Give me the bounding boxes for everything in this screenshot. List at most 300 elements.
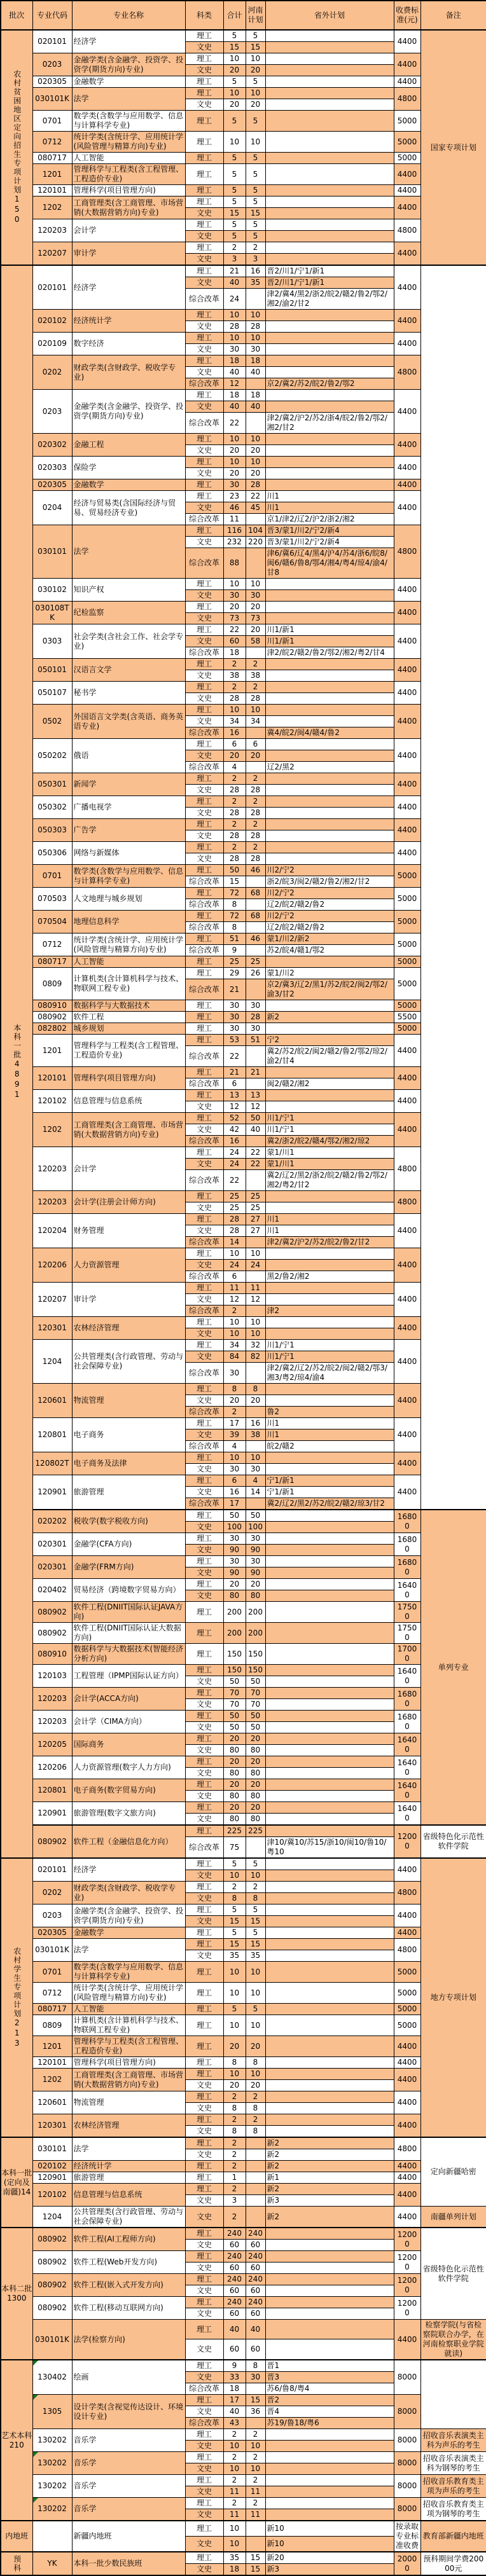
subject-type-cell: 综合改革 (185, 945, 223, 956)
header-cell-4: 合计 (223, 1, 246, 30)
subject-type-cell: 文史 (185, 1545, 223, 1556)
subject-type-cell: 文史 (185, 1791, 223, 1802)
total-cell: 50 (223, 1676, 246, 1688)
subject-type-cell: 文史 (185, 853, 223, 865)
total-cell: 15 (223, 1916, 246, 1927)
total-cell: 40 (223, 2320, 246, 2339)
fee-cell: 12000 (394, 1825, 420, 1858)
fee-cell: 4400 (394, 739, 420, 773)
out-province-plan-cell (265, 1882, 394, 1893)
total-cell: 34 (223, 1340, 246, 1351)
total-cell: 8 (223, 2103, 246, 2114)
major-code-cell: 0701 (32, 111, 72, 132)
henan-plan-cell: 32 (246, 1340, 265, 1351)
subject-type-cell: 理工 (185, 1756, 223, 1768)
subject-type-cell: 理工 (185, 2057, 223, 2069)
subject-type-cell: 文史 (185, 1294, 223, 1305)
subject-type-cell: 理工 (185, 333, 223, 344)
subject-type-cell: 理工 (185, 1283, 223, 1294)
major-name-cell: 人工智能 (72, 2004, 185, 2015)
fee-cell: 4400 (394, 265, 420, 310)
major-name-cell: 电子商务及法律 (72, 1452, 185, 1475)
subject-type-cell: 理工 (185, 88, 223, 99)
subject-type-cell: 文史 (185, 537, 223, 548)
out-province-plan-cell (265, 1000, 394, 1012)
major-name-cell: 贸易经济（跨境数字贸易方向） (72, 1579, 185, 1602)
subject-type-cell: 理工 (185, 164, 223, 185)
fee-cell: 5000 (394, 865, 420, 888)
major-name-cell: 软件工程(嵌入式开发方向) (72, 2274, 185, 2297)
subject-type-cell: 理工 (185, 111, 223, 132)
out-province-plan-cell (265, 705, 394, 716)
major-code-cell: 120901 (32, 2172, 72, 2184)
fee-cell: 8000 (394, 2360, 420, 2395)
henan-plan-cell: 15 (246, 1939, 265, 1950)
subject-type-cell: 综合改革 (185, 289, 223, 310)
major-code-cell: 080902 (32, 1012, 72, 1023)
major-code-cell: 080902 (32, 1623, 72, 1644)
major-code-cell: 120206 (32, 1756, 72, 1779)
total-cell: 5 (223, 153, 246, 164)
major-name-cell: 农林经济管理 (72, 2114, 185, 2138)
total-cell: 60 (223, 2308, 246, 2320)
henan-plan-cell: 225 (246, 1825, 265, 1837)
total-cell: 20 (223, 2080, 246, 2091)
subject-type-cell: 理工 (185, 2004, 223, 2015)
subject-type-cell: 文史 (185, 2126, 223, 2138)
total-cell: 2 (223, 2149, 246, 2161)
henan-plan-cell: 30 (246, 1556, 265, 1567)
subject-type-cell: 理工 (185, 796, 223, 808)
major-code-cell: 120102 (32, 2184, 72, 2207)
fee-cell: 4400 (394, 2184, 420, 2207)
henan-plan-cell: 10 (246, 2015, 265, 2036)
fee-cell: 4400 (394, 242, 420, 266)
out-province-plan-cell: 鲁2 (265, 1407, 394, 1418)
henan-plan-cell: 10 (246, 1317, 265, 1328)
subject-type-cell: 理工 (185, 1825, 223, 1837)
total-cell: 12 (223, 378, 246, 390)
major-name-cell: 财政学类(含财政学、税收学专业) (72, 355, 185, 390)
total-cell: 50 (223, 1722, 246, 1733)
major-code-cell: 120301 (32, 2114, 72, 2138)
henan-plan-cell: 12 (246, 1294, 265, 1305)
fee-cell: 4400 (394, 773, 420, 796)
henan-plan-cell: 240 (246, 2251, 265, 2263)
major-name-cell: 本科一批少数民族班 (72, 2552, 185, 2575)
major-name-cell: 软件工程(AI工程师方向) (72, 2228, 185, 2251)
total-cell: 5 (223, 76, 246, 88)
henan-plan-cell: 20 (246, 1779, 265, 1791)
henan-plan-cell: 10 (246, 1962, 265, 1983)
fee-cell: 16800 (394, 1556, 420, 1579)
batch-cell: 艺术本科210 (1, 2360, 32, 2521)
total-cell: 20 (223, 65, 246, 76)
out-province-plan-cell: 冀2/浙2/皖2/赣4/鄂2/湘2/琼2 (265, 1136, 394, 1147)
major-code-cell: 020101 (32, 30, 72, 53)
out-province-plan-cell: 川2/宁2 (265, 911, 394, 922)
major-code-cell: 1202 (32, 2069, 72, 2091)
major-name-cell: 数学类(含数学与应用数学、信息与计算科学专业) (72, 865, 185, 888)
henan-plan-cell: 28 (246, 693, 265, 705)
major-code-cell: 080902 (32, 2251, 72, 2274)
total-cell: 10 (223, 2463, 246, 2475)
total-cell: 40 (223, 2406, 246, 2418)
fee-cell: 4800 (394, 1939, 420, 1962)
total-cell: 8 (223, 922, 246, 933)
total-cell: 24 (223, 1159, 246, 1170)
out-province-plan-cell (265, 579, 394, 590)
total-cell: 20 (223, 602, 246, 613)
henan-plan-cell: 10 (246, 705, 265, 716)
total-cell: 10 (223, 457, 246, 468)
subject-type-cell: 文史 (185, 2372, 223, 2383)
henan-plan-cell: 45 (246, 502, 265, 514)
total-cell: 18 (223, 390, 246, 401)
subject-type-cell: 理工 (185, 2172, 223, 2184)
henan-plan-cell: 82 (246, 1351, 265, 1363)
henan-plan-cell (246, 945, 265, 956)
henan-plan-cell: 80 (246, 1814, 265, 1826)
major-name-cell: 法学 (72, 525, 185, 579)
major-code-cell: 130202 (32, 2475, 72, 2498)
fee-cell: 4800 (394, 1882, 420, 1904)
out-province-plan-cell (265, 1779, 394, 1791)
henan-plan-cell: 11 (246, 1283, 265, 1294)
henan-plan-cell: 26 (246, 968, 265, 979)
major-code-cell: 080902 (32, 2274, 72, 2297)
fee-cell: 按录取专业标准收费 (394, 2521, 420, 2552)
henan-plan-cell: 28 (246, 808, 265, 819)
subject-type-cell: 理工 (185, 1962, 223, 1983)
out-province-plan-cell (265, 344, 394, 355)
subject-type-cell: 理工 (185, 479, 223, 491)
total-cell: 10 (223, 1328, 246, 1340)
henan-plan-cell: 21 (246, 1067, 265, 1078)
total-cell: 60 (223, 2240, 246, 2251)
major-name-cell: 管理科学与工程类(含工程管理、工程造价专业) (72, 164, 185, 185)
out-province-plan-cell: 辽2/皖2/赣2/鲁2 (265, 899, 394, 911)
out-province-plan-cell (265, 30, 394, 42)
henan-plan-cell: 25 (246, 1202, 265, 1214)
fee-cell: 4400 (394, 2091, 420, 2114)
total-cell: 8 (223, 1893, 246, 1904)
henan-plan-cell: 10 (246, 2441, 265, 2452)
out-province-plan-cell (265, 1067, 394, 1078)
out-province-plan-cell (265, 321, 394, 333)
major-code-cell: 1202 (32, 196, 72, 219)
out-province-plan-cell (265, 2114, 394, 2126)
henan-plan-cell: 10 (246, 1328, 265, 1340)
total-cell: 30 (223, 1533, 246, 1545)
header-cell-3: 科类 (185, 1, 223, 30)
subject-type-cell: 文史 (185, 636, 223, 647)
henan-plan-cell (246, 2195, 265, 2207)
total-cell: 22 (223, 413, 246, 434)
henan-plan-cell: 5 (246, 153, 265, 164)
major-code-cell: 120901 (32, 1802, 72, 1826)
subject-type-cell: 综合改革 (185, 1237, 223, 1248)
out-province-plan-cell (265, 254, 394, 266)
major-code-cell: 050107 (32, 682, 72, 705)
remark-cell: 单列专业 (420, 1510, 486, 1825)
out-province-plan-cell (265, 2297, 394, 2308)
out-province-plan-cell (265, 88, 394, 99)
subject-type-cell: 理工 (185, 2297, 223, 2308)
out-province-plan-cell (265, 1191, 394, 1202)
henan-plan-cell: 18 (246, 390, 265, 401)
out-province-plan-cell: 新20 (265, 2552, 394, 2564)
major-name-cell: 法学(检察方向) (72, 2320, 185, 2360)
major-name-cell: 俄语 (72, 739, 185, 773)
henan-plan-cell: 2 (246, 2475, 265, 2486)
total-cell: 28 (223, 853, 246, 865)
major-code-cell: 020305 (32, 76, 72, 88)
major-code-cell: 082802 (32, 1023, 72, 1035)
major-code-cell: 0202 (32, 1882, 72, 1904)
major-name-cell: 经济学 (72, 30, 185, 53)
out-province-plan-cell (265, 2080, 394, 2091)
subject-type-cell: 理工 (185, 525, 223, 537)
major-name-cell: 音乐学 (72, 2475, 185, 2498)
subject-type-cell: 理工 (185, 2521, 223, 2537)
out-province-plan-cell (265, 796, 394, 808)
out-province-plan-cell: 川1 (265, 1418, 394, 1429)
total-cell: 20 (223, 1779, 246, 1791)
out-province-plan-cell (265, 2486, 394, 2498)
total-cell: 30 (223, 1363, 246, 1384)
subject-type-cell: 综合改革 (185, 1271, 223, 1283)
major-code-cell: 120204 (32, 1214, 72, 1248)
subject-type-cell: 理工 (185, 1317, 223, 1328)
henan-plan-cell (246, 1170, 265, 1191)
total-cell: 225 (223, 1825, 246, 1837)
major-name-cell: 保险学 (72, 457, 185, 479)
major-name-cell: 经济统计学 (72, 2161, 185, 2172)
subject-type-cell: 理工 (185, 624, 223, 636)
out-province-plan-cell: 川1 (265, 1429, 394, 1441)
total-cell: 11 (223, 2486, 246, 2498)
fee-cell: 4400 (394, 1904, 420, 1927)
henan-plan-cell: 22 (246, 491, 265, 502)
fee-cell: 8000 (394, 2429, 420, 2452)
subject-type-cell: 文史 (185, 1124, 223, 1136)
remark-cell: 招收音乐教育类主项为声乐的考生 (420, 2475, 486, 2498)
fee-cell: 5000 (394, 911, 420, 933)
henan-plan-cell: 20 (246, 468, 265, 479)
fee-cell: 4400 (394, 310, 420, 333)
major-code-cell: 080910 (32, 1000, 72, 1012)
major-code-cell: 050306 (32, 842, 72, 865)
henan-plan-cell: 80 (246, 1791, 265, 1802)
henan-plan-cell (246, 514, 265, 525)
major-code-cell: 020402 (32, 1579, 72, 1602)
out-province-plan-cell (265, 750, 394, 762)
henan-plan-cell: 22 (246, 1147, 265, 1159)
henan-plan-cell: 35 (246, 277, 265, 289)
subject-type-cell: 理工 (185, 888, 223, 899)
total-cell: 21 (223, 265, 246, 277)
out-province-plan-cell (265, 2441, 394, 2452)
major-code-cell: 050202 (32, 739, 72, 773)
subject-type-cell: 理工 (185, 1665, 223, 1676)
out-province-plan-cell: 宁1/新1 (265, 1475, 394, 1487)
major-name-cell: 音乐学 (72, 2498, 185, 2521)
subject-type-cell: 理工 (185, 842, 223, 853)
out-province-plan-cell (265, 196, 394, 208)
henan-plan-cell (246, 2161, 265, 2172)
out-province-plan-cell (265, 1962, 394, 1983)
major-code-cell: 1204 (32, 1340, 72, 1384)
henan-plan-cell: 90 (246, 1567, 265, 1579)
total-cell: 2 (223, 659, 246, 670)
total-cell: 12 (223, 1101, 246, 1113)
out-province-plan-cell: 川1/新1 (265, 624, 394, 636)
henan-plan-cell: 10 (246, 1870, 265, 1882)
remark-cell: 省级特色化示范性软件学院 (420, 2228, 486, 2320)
out-province-plan-cell (265, 1733, 394, 1745)
fee-cell: 4400 (394, 579, 420, 602)
total-cell: 10 (223, 705, 246, 716)
out-province-plan-cell (265, 153, 394, 164)
out-province-plan-cell (265, 2452, 394, 2463)
henan-plan-cell (246, 876, 265, 888)
fee-cell: 17500 (394, 1602, 420, 1623)
henan-plan-cell (246, 2184, 265, 2195)
major-code-cell: 1305 (32, 2395, 72, 2429)
total-cell: 28 (223, 693, 246, 705)
major-code-cell: 030101 (32, 2137, 72, 2161)
fee-cell: 16800 (394, 1510, 420, 1533)
fee-cell: 4400 (394, 2161, 420, 2172)
out-province-plan-cell: 冀2/辽2/黑2/浙2/皖2/赣2/鲁2/鄂2/湘2/粤2/甘2 (265, 1170, 394, 1191)
major-name-cell: 管理科学与工程类(含工程管理、工程造价专业) (72, 1035, 185, 1067)
out-province-plan-cell (265, 670, 394, 682)
subject-type-cell: 理工 (185, 933, 223, 945)
total-cell: 60 (223, 636, 246, 647)
henan-plan-cell: 73 (246, 613, 265, 624)
major-code-cell: 0203 (32, 53, 72, 76)
henan-plan-cell: 8 (246, 2103, 265, 2114)
henan-plan-cell: 50 (246, 1676, 265, 1688)
henan-plan-cell: 12 (246, 1101, 265, 1113)
total-cell: 2 (223, 2114, 246, 2126)
major-name-cell: 农林经济管理 (72, 1317, 185, 1340)
henan-plan-cell: 10 (246, 1248, 265, 1260)
major-code-cell (32, 2521, 72, 2552)
major-name-cell: 纪检监察 (72, 602, 185, 624)
henan-plan-cell: 8 (246, 1893, 265, 1904)
subject-type-cell: 理工 (185, 1688, 223, 1699)
henan-plan-cell: 51 (246, 1035, 265, 1046)
major-code-cell: 120601 (32, 2091, 72, 2114)
henan-plan-cell: 40 (246, 1124, 265, 1136)
out-province-plan-cell: 津2/冀2/辽2/苏2/皖2/闽2/赣2/鄂3/湘3/粤2/琼4/渝4 (265, 1363, 394, 1384)
fee-cell: 4400 (394, 1090, 420, 1113)
out-province-plan-cell (265, 1101, 394, 1113)
fee-cell: 16800 (394, 1688, 420, 1711)
subject-type-cell: 文史 (185, 1464, 223, 1475)
fee-cell: 4400 (394, 479, 420, 491)
total-cell: 80 (223, 1791, 246, 1802)
fee-cell: 4400 (394, 1475, 420, 1510)
total-cell: 46 (223, 502, 246, 514)
major-code-cell: 020102 (32, 2161, 72, 2172)
total-cell: 5 (223, 1858, 246, 1870)
total-cell: 200 (223, 1602, 246, 1623)
out-province-plan-cell: 川2/宁2 (265, 888, 394, 899)
subject-type-cell: 理工 (185, 2320, 223, 2339)
major-code-cell: 120206 (32, 1248, 72, 1283)
subject-type-cell: 文史 (185, 1522, 223, 1533)
subject-type-cell: 文史 (185, 2509, 223, 2521)
subject-type-cell: 综合改革 (185, 727, 223, 739)
out-province-plan-cell: 新2 (265, 2161, 394, 2172)
out-province-plan-cell (265, 1665, 394, 1676)
total-cell: 53 (223, 1035, 246, 1046)
major-name-cell: 社会学类(含社会工作、社会学专业) (72, 624, 185, 659)
major-name-cell: 数学类(含数学与应用数学、信息与计算科学专业) (72, 111, 185, 132)
out-province-plan-cell: 晋3/蒙1/川2/宁2/新4 (265, 525, 394, 537)
major-code-cell: 120205 (32, 1733, 72, 1756)
major-name-cell: 旅游管理 (72, 1475, 185, 1510)
henan-plan-cell: 4 (246, 1475, 265, 1487)
major-code-cell: 1201 (32, 2036, 72, 2057)
subject-type-cell: 理工 (185, 911, 223, 922)
fee-cell: 4800 (394, 1147, 420, 1191)
henan-plan-cell: 20 (246, 602, 265, 613)
fee-cell: 4400 (394, 1035, 420, 1067)
henan-plan-cell (246, 1078, 265, 1090)
subject-type-cell: 理工 (185, 1147, 223, 1159)
subject-type-cell: 理工 (185, 1475, 223, 1487)
subject-type-cell: 文史 (185, 1487, 223, 1498)
major-name-cell: 新疆内地班 (72, 2521, 185, 2552)
major-code-cell: 120801 (32, 1779, 72, 1802)
total-cell: 17 (223, 1498, 246, 1510)
major-name-cell: 地理信息科学 (72, 911, 185, 933)
fee-cell: 16800 (394, 1711, 420, 1733)
total-cell: 80 (223, 1768, 246, 1779)
subject-type-cell: 理工 (185, 2360, 223, 2372)
fee-cell: 16400 (394, 1756, 420, 1779)
subject-type-cell: 理工 (185, 1000, 223, 1012)
total-cell: 30 (223, 479, 246, 491)
major-code-cell: 030101K (32, 2320, 72, 2360)
total-cell: 34 (223, 716, 246, 727)
henan-plan-cell: 28 (246, 830, 265, 842)
total-cell: 28 (223, 321, 246, 333)
subject-type-cell: 理工 (185, 2429, 223, 2441)
major-code-cell: 130402 (32, 2360, 72, 2395)
subject-type-cell: 综合改革 (185, 1305, 223, 1317)
major-name-cell: 软件工程(DNIIT国际认证JAVA方向) (72, 1602, 185, 1623)
fee-cell: 4400 (394, 624, 420, 659)
fee-cell: 4400 (394, 2114, 420, 2138)
subject-type-cell: 理工 (185, 2228, 223, 2240)
total-cell: 30 (223, 1012, 246, 1023)
subject-type-cell: 理工 (185, 1602, 223, 1623)
henan-plan-cell: 28 (246, 853, 265, 865)
henan-plan-cell (246, 2137, 265, 2149)
total-cell: 24 (223, 1260, 246, 1271)
subject-type-cell: 理工 (185, 2395, 223, 2406)
henan-plan-cell: 70 (246, 1688, 265, 1699)
out-province-plan-cell: 川1 (265, 491, 394, 502)
henan-plan-cell: 30 (246, 344, 265, 355)
henan-plan-cell: 15 (246, 2395, 265, 2406)
henan-plan-cell: 200 (246, 1602, 265, 1623)
